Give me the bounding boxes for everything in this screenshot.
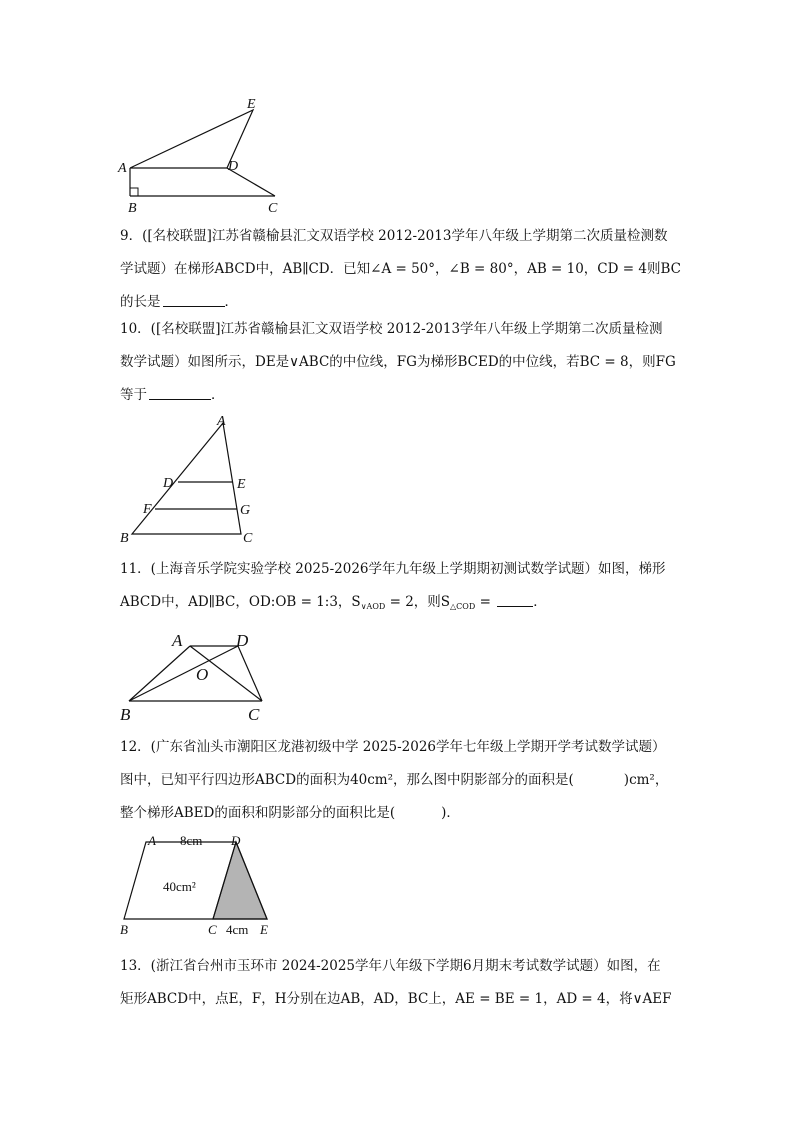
segment-ab <box>129 646 190 701</box>
label-d: D <box>231 833 241 848</box>
question-12-text-d: )． <box>441 805 460 821</box>
question-11-text-c: = <box>475 594 496 610</box>
figure-q10-svg <box>110 410 270 550</box>
figure-q8 <box>110 95 300 220</box>
question-9 <box>120 220 680 319</box>
label-b: B <box>128 201 137 216</box>
label-e: E <box>237 477 246 492</box>
segment-dc <box>238 646 262 701</box>
shaded-triangle <box>213 842 267 919</box>
label-top-length: 8cm <box>180 833 203 848</box>
label-b: B <box>120 705 131 724</box>
figure-q12 <box>110 830 290 940</box>
label-o: O <box>196 665 209 684</box>
question-13 <box>120 950 680 1016</box>
question-13-line-1: 13．(浙江省台州市玉环市 2024-2025学年八年级下学期6月期末考试数学试题）如图，在 <box>120 958 661 974</box>
question-11-text-b: = 2，则S <box>385 594 451 610</box>
question-13-line-2: 矩形ABCD中，点E，F，H分别在边AB，AD，BC上，AE = BE = 1，AD = 4，将∨AEF <box>120 991 672 1007</box>
question-12-line-1: 12．(广东省汕头市潮阳区龙港初级中学 2025-2026学年七年级上学期开学考试数学试题） <box>120 739 666 755</box>
label-area: 40cm² <box>163 879 196 894</box>
subscript-aod: ∨AOD <box>360 602 386 611</box>
question-10 <box>120 313 680 412</box>
question-12-text-b: )cm²， <box>623 772 669 788</box>
figure-q11-svg <box>112 628 282 728</box>
figure-q12-svg <box>110 830 290 940</box>
figure-q10 <box>110 410 270 550</box>
answer-blank[interactable] <box>497 605 533 607</box>
label-c: C <box>243 531 253 546</box>
label-a: A <box>172 631 183 650</box>
label-c: C <box>208 922 217 937</box>
right-angle-mark <box>130 188 138 196</box>
label-d: D <box>228 159 239 174</box>
label-e: E <box>260 922 268 937</box>
label-b: B <box>120 531 129 546</box>
question-9-line-1: 9．([名校联盟]江苏省赣榆县汇文双语学校 2012-2013学年八年级上学期第二次质量检测数 <box>120 228 668 244</box>
question-9-line-3-text: 的长是 <box>120 294 161 310</box>
label-a: A <box>148 833 156 848</box>
question-12-text-a: 图中，已知平行四边形ABCD的面积为40cm²，那么图中阴影部分的面积是( <box>120 772 574 788</box>
question-12-line-3 <box>120 797 680 830</box>
label-f: F <box>143 502 152 517</box>
label-g: G <box>240 503 251 518</box>
question-12 <box>120 731 680 830</box>
question-11 <box>120 553 680 623</box>
label-c: C <box>268 201 278 216</box>
label-e: E <box>247 97 256 112</box>
question-12-line-2 <box>120 764 680 797</box>
question-10-line-1: 10．([名校联盟]江苏省赣榆县汇文双语学校 2012-2013学年八年级上学期第二次质量检测 <box>120 321 663 337</box>
question-10-line-3-text: 等于 <box>120 387 147 403</box>
question-10-line-3: 等于 ． <box>120 387 225 403</box>
label-a: A <box>217 414 226 429</box>
question-9-line-3: 的长是 ． <box>120 294 238 310</box>
figure-q8-svg <box>110 95 300 220</box>
answer-blank[interactable] <box>163 305 225 307</box>
figure-q11 <box>112 628 282 728</box>
label-d: D <box>236 631 249 650</box>
question-12-text-c: 整个梯形ABED的面积和阴影部分的面积比是( <box>120 805 396 821</box>
question-10-line-2: 数学试题）如图所示，DE是∨ABC的中位线，FG为梯形BCED的中位线，若BC = 8，则FG <box>120 354 676 370</box>
subscript-cod: △COD <box>450 602 476 611</box>
label-d: D <box>163 476 174 491</box>
question-11-line-1: 11．(上海音乐学院实验学校 2025-2026学年九年级上学期期初测试数学试题）如图，梯形 <box>120 561 666 577</box>
question-11-line-2: ABCD中，AD∥BC，OD:OB = 1:3，$S_{\vee AOD} = 2$，则$S_{\triangle COD}$ = ． <box>120 594 547 611</box>
answer-blank[interactable] <box>149 398 211 400</box>
triangle-abc <box>132 423 241 534</box>
diagonal-bd <box>129 646 238 701</box>
label-bottom-length: 4cm <box>226 922 249 937</box>
label-c: C <box>248 705 260 724</box>
label-b: B <box>120 922 128 937</box>
question-9-line-2: 学试题）在梯形ABCD中，AB∥CD．已知∠A = 50°，∠B = 80°，AB = 10，CD = 4则BC <box>120 261 681 277</box>
label-a: A <box>118 161 127 176</box>
question-11-text-a: ABCD中，AD∥BC，OD:OB = 1:3，S <box>120 594 361 610</box>
